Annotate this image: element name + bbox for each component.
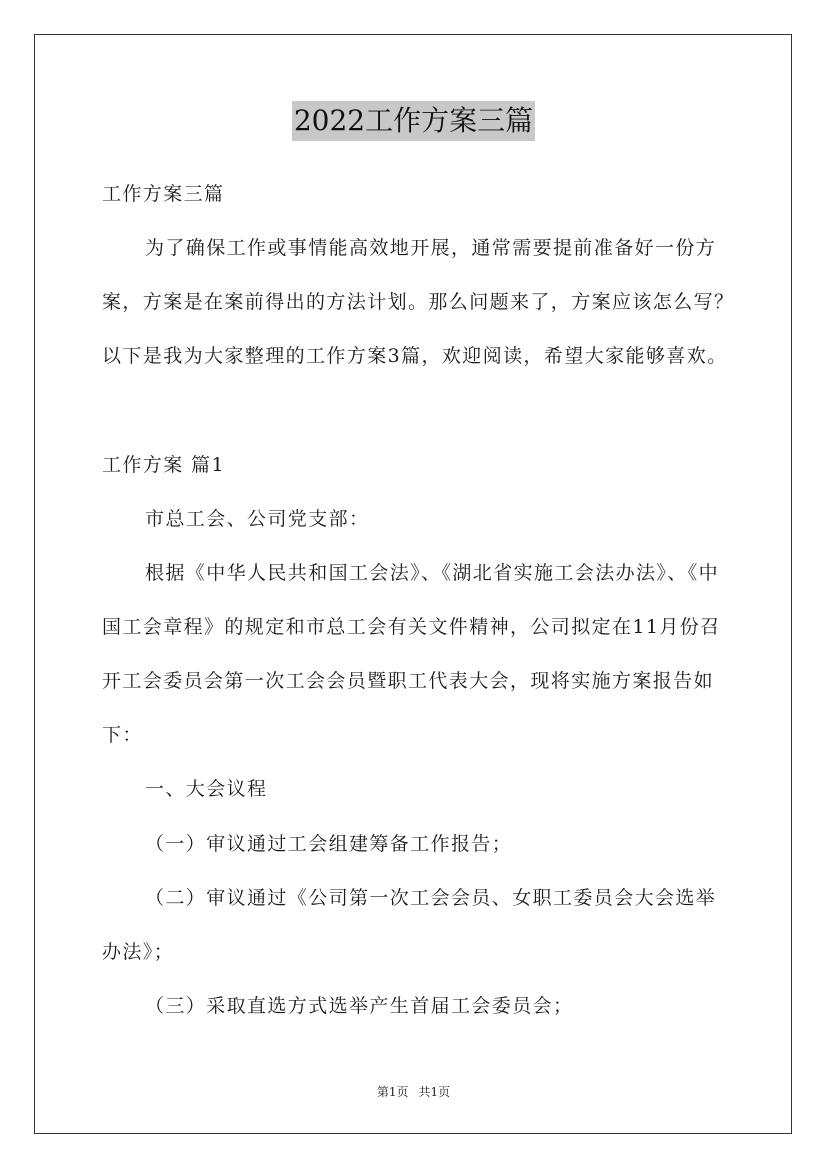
agenda-heading: 一、大会议程 — [145, 778, 268, 800]
agenda-item: （一）审议通过工会组建筹备工作报告； — [145, 833, 513, 855]
title-container — [0, 101, 827, 141]
agenda-item-continued: 办法》； — [102, 941, 175, 963]
agenda-item: （三）采取直选方式选举产生首届工会委员会； — [145, 995, 574, 1017]
paragraph-line: 根据《中华人民共和国工会法》、《湖北省实施工会法办法》、《中 — [145, 562, 720, 584]
paragraph-line: 国工会章程》的规定和市总工会有关文件精神，公司拟定在11月份召 — [102, 616, 721, 638]
paragraph-line: 开工会委员会第一次工会会员暨职工代表大会，现将实施方案报告如 — [102, 670, 715, 692]
section-heading: 工作方案 篇1 — [102, 454, 225, 476]
section-heading: 工作方案三篇 — [102, 183, 225, 205]
page-footer — [0, 1083, 827, 1101]
paragraph-line: 以下是我为大家整理的工作方案3篇，欢迎阅读，希望大家能够喜欢。 — [102, 345, 728, 367]
document-title: 2022工作方案三篇 — [292, 101, 535, 141]
page-number: 第1页 — [376, 1085, 409, 1099]
agenda-item: （二）审议通过《公司第一次工会会员、女职工委员会大会选举 — [145, 887, 717, 909]
paragraph-line: 为了确保工作或事情能高效地开展，通常需要提前准备好一份方 — [145, 237, 717, 259]
paragraph-line: 案，方案是在案前得出的方法计划。那么问题来了，方案应该怎么写？ — [102, 291, 735, 313]
page-total: 共1页 — [418, 1085, 451, 1099]
salutation: 市总工会、公司党支部： — [145, 508, 370, 530]
paragraph-line: 下： — [102, 724, 143, 746]
